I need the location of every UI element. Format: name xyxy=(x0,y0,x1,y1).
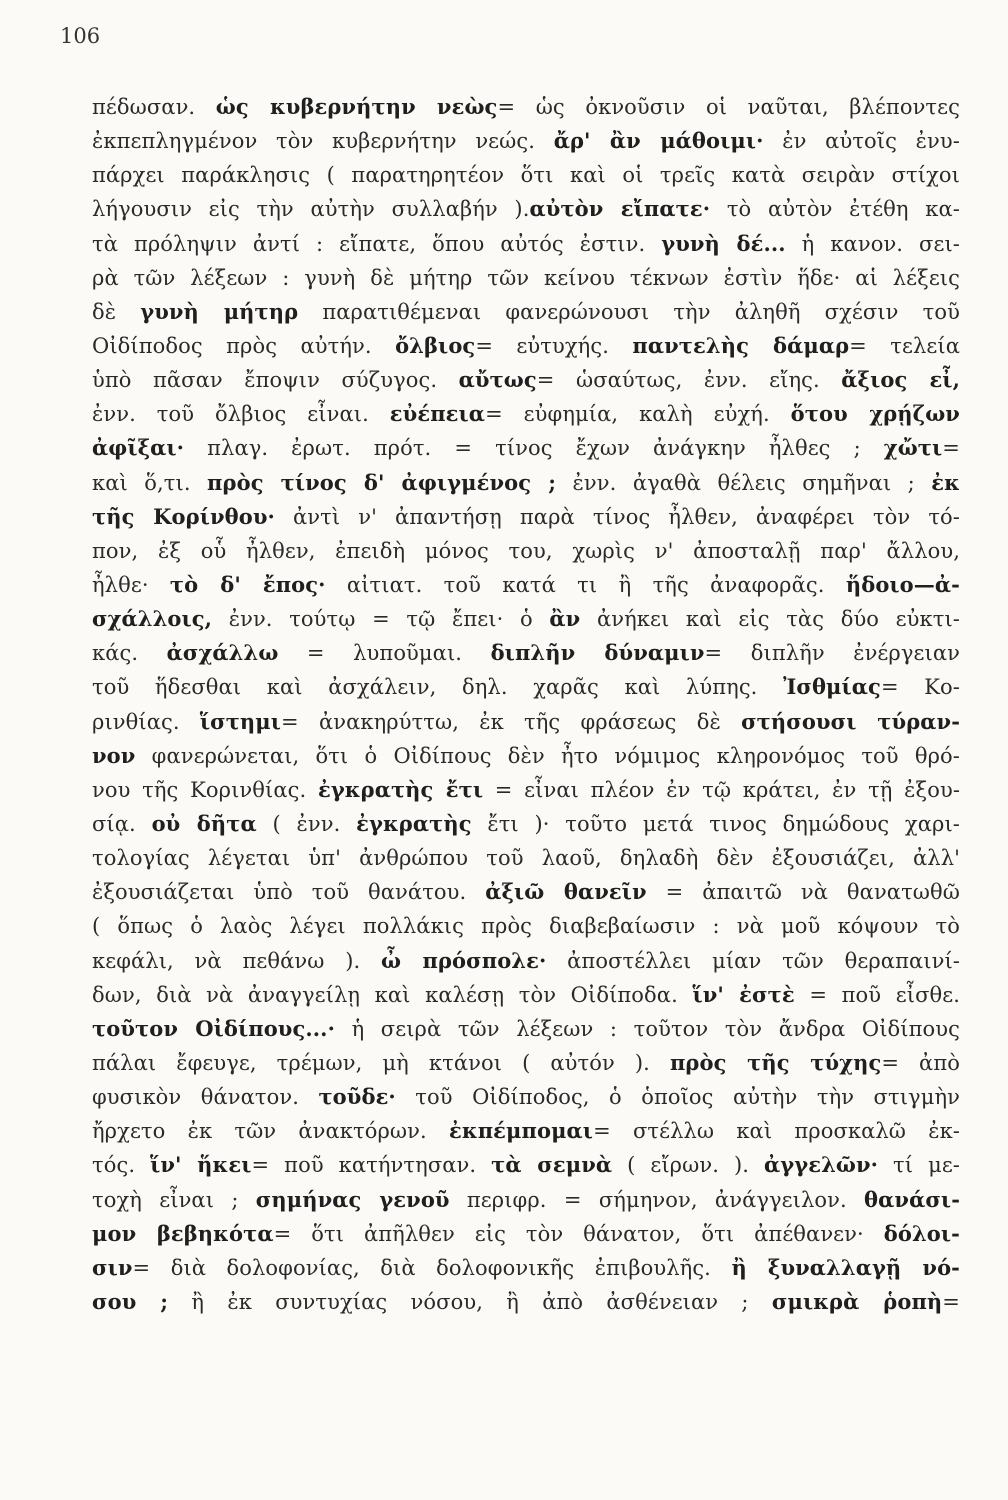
headword: εὐέπεια xyxy=(389,401,486,427)
gloss-text: = ποῦ κατήντησαν. xyxy=(251,1153,492,1178)
text-line xyxy=(92,1114,960,1148)
commentary-text xyxy=(92,90,960,1319)
gloss-text: ἀποστέλλει μίαν τῶν θεραπαινί- xyxy=(546,948,960,973)
headword: πρὸς τίνος δ' ἀφιγμένος ; xyxy=(207,469,557,495)
gloss-text: ἐκπεπληγμένον τὸν κυβερνήτην νεώς. xyxy=(92,129,554,154)
text-line xyxy=(92,261,960,295)
text-line xyxy=(92,363,960,397)
gloss-text: τί με- xyxy=(878,1153,960,1178)
headword: θανάσι- xyxy=(864,1186,960,1212)
text-line xyxy=(92,705,960,739)
headword: αὐτὸν εἴπατε· xyxy=(529,196,711,222)
headword: ἄρ' ἂν μάθοιμι· xyxy=(553,128,764,154)
gloss-text: πάρχει παράκλησις ( παρατηρητέον ὅτι καὶ οἱ τρεῖς κατὰ σειρὰν στίχοι xyxy=(92,163,960,188)
headword: ἵστημι xyxy=(199,708,282,734)
text-line xyxy=(92,158,960,192)
gloss-text: = εὐφημία, καλὴ εὐχή. xyxy=(485,402,791,427)
headword: τοῦδε· xyxy=(318,1084,396,1110)
gloss-text: Οἰδίποδος πρὸς αὐτήν. xyxy=(92,333,396,358)
gloss-text: τοῦ ἥδεσθαι καὶ ἀσχάλειν, δηλ. χαρᾶς καὶ λύπης. xyxy=(92,675,784,700)
gloss-text: δὲ xyxy=(92,299,141,324)
gloss-text: πλαγ. ἐρωτ. πρότ. = τίνος ἔχων ἀνάγκην ἦλθες ; xyxy=(184,436,884,461)
headword: ὦ πρόσπολε· xyxy=(381,947,547,973)
gloss-text: = xyxy=(942,1289,960,1314)
text-line xyxy=(92,295,960,329)
gloss-text: = ἀπαιτῶ νὰ θανατωθῶ xyxy=(646,880,960,905)
headword: ὄλβιος xyxy=(395,332,476,358)
text-line xyxy=(92,431,960,465)
gloss-text: = λυποῦμαι. xyxy=(278,641,491,666)
gloss-text: ἔτι )· τοῦτο μετά τινος δημώδους χαρι- xyxy=(471,811,960,836)
gloss-text: πον, ἐξ οὗ ἦλθεν, ἐπειδὴ μόνος του, χωρὶς ν' ἀποσταλῇ παρ' ἄλλου, xyxy=(92,538,960,563)
headword: τὰ σεμνὰ xyxy=(491,1152,613,1178)
gloss-text: = ὅτι ἀπῆλθεν εἰς τὸν θάνατον, ὅτι ἀπέθανεν· xyxy=(273,1221,884,1246)
gloss-text: καὶ ὅ,τι. xyxy=(92,470,208,495)
headword: ἂν xyxy=(549,606,581,632)
gloss-text: = ἀνακηρύττω, ἐκ τῆς φράσεως δὲ xyxy=(281,709,742,734)
text-line xyxy=(92,1012,960,1046)
gloss-text: = διὰ δολοφονίας, διὰ δολοφονικῆς ἐπιβουλῆς. xyxy=(132,1255,732,1280)
headword: σιν xyxy=(92,1254,133,1280)
gloss-text: ( ὅπως ὁ λαὸς λέγει πολλάκις πρὸς διαβεβαίωσιν : νὰ μοῦ κόψουν τὸ xyxy=(92,914,960,939)
text-line xyxy=(92,807,960,841)
gloss-text: = xyxy=(942,436,960,461)
gloss-text: δων, διὰ νὰ ἀναγγείλῃ καὶ καλέσῃ τὸν Οἰδίποδα. xyxy=(92,982,693,1007)
text-line xyxy=(92,602,960,636)
gloss-text: = διπλῆν ἐνέργειαν xyxy=(704,641,960,666)
gloss-text: ἀνήκει καὶ εἰς τὰς δύο εὐκτι- xyxy=(580,607,960,632)
gloss-text: κάς. xyxy=(92,641,167,666)
headword: σμικρὰ ῥοπὴ xyxy=(771,1288,943,1314)
text-line xyxy=(92,397,960,431)
gloss-text: ἤρχετο ἐκ τῶν ἀνακτόρων. xyxy=(92,1119,449,1144)
headword: τῆς Κορίνθου· xyxy=(92,503,275,529)
gloss-text: = εὐτυχής. xyxy=(475,333,633,358)
page-number: 106 xyxy=(60,24,101,48)
headword: ὅτου χρῄζων xyxy=(790,401,960,427)
text-line xyxy=(92,1148,960,1182)
text-line xyxy=(92,1046,960,1080)
headword: αὔτως xyxy=(458,367,537,393)
text-line xyxy=(92,1183,960,1217)
gloss-text: ἐν αὐτοῖς ἐνυ- xyxy=(763,129,960,154)
headword: ἐγκρατὴς ἔτι xyxy=(317,776,484,802)
gloss-text: περιφρ. = σήμηνον, ἀνάγγειλον. xyxy=(449,1187,865,1212)
gloss-text: ρὰ τῶν λέξεων : γυνὴ δὲ μήτηρ τῶν κείνου τέκνων ἐστὶν ἥδε· αἱ λέξεις xyxy=(92,265,960,290)
text-line xyxy=(92,978,960,1012)
text-line xyxy=(92,739,960,773)
gloss-text: ( εἴρων. ). xyxy=(612,1153,765,1178)
gloss-text: = στέλλω καὶ προσκαλῶ ἐκ- xyxy=(593,1119,960,1144)
gloss-text: = ἀπὸ xyxy=(881,1050,960,1075)
gloss-text: ἀντὶ ν' ἀπαντήσῃ παρὰ τίνος ἦλθεν, ἀναφέρει τὸν τό- xyxy=(274,504,960,529)
gloss-text: ἐνν. τοῦ ὄλβιος εἶναι. xyxy=(92,402,390,427)
gloss-text: = εἶναι πλέον ἐν τῷ κράτει, ἐν τῇ ἐξου- xyxy=(483,777,960,802)
headword: ἐκ xyxy=(931,469,960,495)
headword: χὤτι xyxy=(883,435,943,461)
text-line xyxy=(92,944,960,978)
headword: σου ; xyxy=(92,1288,169,1314)
gloss-text: σίᾳ. xyxy=(92,811,152,836)
text-line xyxy=(92,1217,960,1251)
headword: τοῦτον Οἰδίπους...· xyxy=(92,1015,336,1041)
text-line xyxy=(92,227,960,261)
headword: ἄξιος εἶ, xyxy=(841,367,960,393)
gloss-text: τὰ πρόληψιν ἀντί : εἴπατε, ὅπου αὐτός ἐστιν. xyxy=(92,231,662,256)
gloss-text: ἐνν. ἀγαθὰ θέλεις σημῆναι ; xyxy=(556,470,932,495)
gloss-text: = ὡσαύτως, ἐνν. εἴης. xyxy=(536,368,842,393)
text-line xyxy=(92,500,960,534)
headword: στήσουσι τύραν- xyxy=(741,708,960,734)
headword: τὸ δ' ἔπος· xyxy=(169,571,326,597)
headword: ὡς κυβερνήτην νεὼς xyxy=(215,94,498,119)
headword: νον xyxy=(92,742,136,768)
headword: ἀσχάλλω xyxy=(166,640,279,666)
gloss-text: ἐνν. τούτῳ = τῷ ἔπει· ὁ xyxy=(212,607,550,632)
gloss-text: τοῦ Οἰδίποδος, ὁ ὁποῖος αὐτὴν τὴν στιγμὴν xyxy=(395,1085,960,1110)
gloss-text: = ὡς ὀκνοῦσιν οἱ ναῦται, βλέποντες xyxy=(497,95,960,119)
headword: ἀφῖξαι· xyxy=(92,435,185,461)
gloss-text: φανερώνεται, ὅτι ὁ Οἰδίπους δὲν ἦτο νόμιμος κληρονόμος τοῦ θρό- xyxy=(135,743,960,768)
text-line xyxy=(92,1080,960,1114)
gloss-text: πάλαι ἔφευγε, τρέμων, μὴ κτάνοι ( αὐτόν ). xyxy=(92,1050,670,1075)
text-line xyxy=(92,192,960,226)
headword: ἐγκρατὴς xyxy=(356,810,472,836)
headword: σχάλλοις, xyxy=(92,606,213,632)
text-line xyxy=(92,670,960,704)
gloss-text: φυσικὸν θάνατον. xyxy=(92,1085,319,1110)
gloss-text: αἰτιατ. τοῦ κατά τι ἢ τῆς ἀναφορᾶς. xyxy=(325,572,846,597)
gloss-text: λήγουσιν εἰς τὴν αὐτὴν συλλαβήν ). xyxy=(92,197,530,222)
gloss-text: τός. xyxy=(92,1153,151,1178)
text-line xyxy=(92,1251,960,1285)
gloss-text: = τελεία xyxy=(849,333,960,358)
gloss-text: τολογίας λέγεται ὑπ' ἀνθρώπου τοῦ λαοῦ, δηλαδὴ δὲν ἐξουσιάζει, ἀλλ' xyxy=(92,846,960,871)
headword: ἐκπέμπομαι xyxy=(448,1118,594,1144)
text-line xyxy=(92,124,960,158)
gloss-text: ἡ σειρὰ τῶν λέξεων : τοῦτον τὸν ἄνδρα Οἰδίπους xyxy=(335,1016,960,1041)
gloss-text: = Κο- xyxy=(880,675,960,700)
text-line xyxy=(92,875,960,909)
headword: μον βεβηκότα xyxy=(92,1220,274,1246)
gloss-text: ἐξουσιάζεται ὑπὸ τοῦ θανάτου. xyxy=(92,880,486,905)
headword: ἥδοιο—ἀ- xyxy=(845,571,960,597)
headword: σημήνας γενοῦ xyxy=(255,1186,450,1212)
text-line xyxy=(92,329,960,363)
headword: ἢ ξυναλλαγῇ νό- xyxy=(731,1254,960,1280)
headword: πρὸς τῆς τύχης xyxy=(669,1049,882,1075)
text-line xyxy=(92,773,960,807)
headword: ἀξιῶ θανεῖν xyxy=(485,879,647,905)
text-line xyxy=(92,909,960,943)
gloss-text: κεφάλι, νὰ πεθάνω ). xyxy=(92,948,382,973)
headword: δόλοι- xyxy=(883,1220,960,1246)
text-line xyxy=(92,841,960,875)
text-line xyxy=(92,466,960,500)
gloss-text: παρατιθέμεναι φανερώνουσι τὴν ἀληθῆ σχέσιν τοῦ xyxy=(298,299,960,324)
headword: Ἰσθμίας xyxy=(783,674,881,700)
gloss-text: τοχὴ εἶναι ; xyxy=(92,1187,256,1212)
gloss-text: ( ἐνν. xyxy=(256,811,357,836)
text-line xyxy=(92,1285,960,1319)
gloss-text: ἢ ἐκ συντυχίας νόσου, ἢ ἀπὸ ἀσθένειαν ; xyxy=(168,1289,772,1314)
headword: διπλῆν δύναμιν xyxy=(490,640,705,666)
text-line xyxy=(92,636,960,670)
gloss-text: ἦλθε· xyxy=(92,572,170,597)
gloss-text: πέδωσαν. xyxy=(92,95,216,119)
text-line xyxy=(92,534,960,568)
text-line xyxy=(92,568,960,602)
gloss-text: ρινθίας. xyxy=(92,709,200,734)
headword: γυνὴ μήτηρ xyxy=(140,298,299,324)
gloss-text: νου τῆς Κορινθίας. xyxy=(92,777,318,802)
headword: ἀγγελῶν· xyxy=(764,1152,879,1178)
headword: γυνὴ δέ... xyxy=(661,230,786,256)
headword: παντελὴς δάμαρ xyxy=(632,332,850,358)
gloss-text: = ποῦ εἶσθε. xyxy=(794,982,960,1007)
gloss-text: ἡ κανον. σει- xyxy=(785,231,960,256)
gloss-text: ὑπὸ πᾶσαν ἔποψιν σύζυγος. xyxy=(92,368,459,393)
gloss-text: τὸ αὐτὸν ἐτέθη κα- xyxy=(710,197,960,222)
headword: ἵν' ἐστὲ xyxy=(692,981,795,1007)
text-line xyxy=(92,90,960,124)
headword: ἵν' ἥκει xyxy=(150,1152,252,1178)
headword: οὐ δῆτα xyxy=(151,810,257,836)
